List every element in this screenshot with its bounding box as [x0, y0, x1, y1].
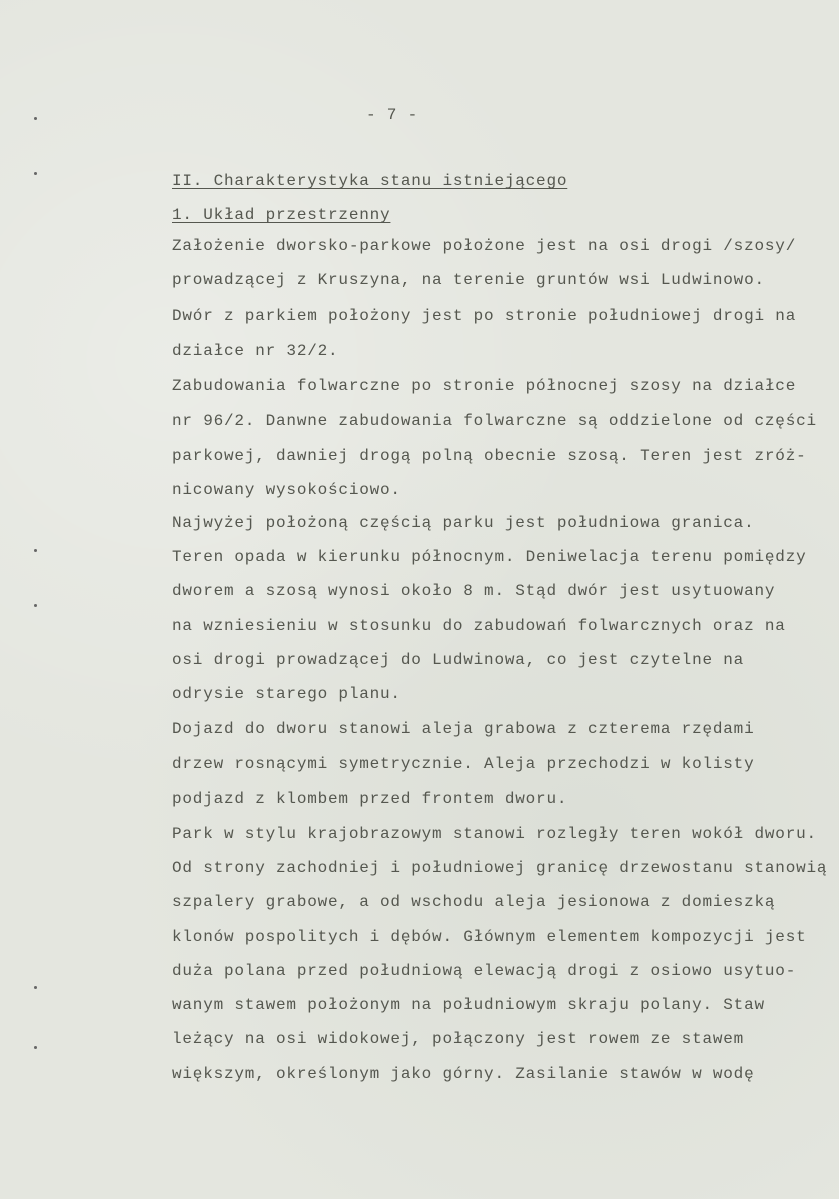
text-line: Park w stylu krajobrazowym stanowi rozległy teren wokół dworu.	[172, 825, 817, 843]
margin-dot	[34, 604, 37, 607]
subsection-heading: 1. Układ przestrzenny	[172, 206, 391, 224]
text-line: klonów pospolitych i dębów. Głównym elementem kompozycji jest	[172, 928, 807, 946]
text-line: prowadzącej z Kruszyna, na terenie gruntów wsi Ludwinowo.	[172, 271, 765, 289]
margin-dot	[34, 549, 37, 552]
text-line: parkowej, dawniej drogą polną obecnie szosą. Teren jest zróż-	[172, 447, 807, 465]
text-line: Zabudowania folwarczne po stronie północnej szosy na działce	[172, 377, 797, 395]
section-heading: II. Charakterystyka stanu istniejącego	[172, 172, 568, 190]
text-line: Dojazd do dworu stanowi aleja grabowa z czterema rzędami	[172, 720, 755, 738]
text-line: odrysie starego planu.	[172, 685, 401, 703]
page-number: - 7 -	[366, 106, 419, 124]
margin-dot	[34, 117, 37, 120]
text-line: osi drogi prowadzącej do Ludwinowa, co jest czytelne na	[172, 651, 745, 669]
margin-dot	[34, 1046, 37, 1049]
text-line: drzew rosnącymi symetrycznie. Aleja przechodzi w kolisty	[172, 755, 755, 773]
margin-dot	[34, 172, 37, 175]
margin-dot	[34, 986, 37, 989]
text-line: duża polana przed południową elewacją drogi z osiowo usytuo-	[172, 962, 797, 980]
text-line: nicowany wysokościowo.	[172, 481, 401, 499]
text-line: większym, określonym jako górny. Zasilanie stawów w wodę	[172, 1065, 755, 1083]
text-line: Dwór z parkiem położony jest po stronie południowej drogi na	[172, 307, 797, 325]
text-line: szpalery grabowe, a od wschodu aleja jesionowa z domieszką	[172, 893, 776, 911]
text-line: leżący na osi widokowej, połączony jest rowem ze stawem	[172, 1030, 745, 1048]
text-line: działce nr 32/2.	[172, 342, 339, 360]
text-line: podjazd z klombem przed frontem dworu.	[172, 790, 568, 808]
text-line: na wzniesieniu w stosunku do zabudowań folwarcznych oraz na	[172, 617, 786, 635]
text-line: Założenie dworsko-parkowe położone jest na osi drogi /szosy/	[172, 237, 797, 255]
text-line: dworem a szosą wynosi około 8 m. Stąd dwór jest usytuowany	[172, 582, 776, 600]
text-line: Teren opada w kierunku północnym. Deniwelacja terenu pomiędzy	[172, 548, 807, 566]
text-line: nr 96/2. Danwne zabudowania folwarczne są oddzielone od części	[172, 412, 817, 430]
text-line: Najwyżej położoną częścią parku jest południowa granica.	[172, 514, 755, 532]
text-line: wanym stawem położonym na południowym skraju polany. Staw	[172, 996, 765, 1014]
text-line: Od strony zachodniej i południowej granicę drzewostanu stanowią	[172, 859, 828, 877]
